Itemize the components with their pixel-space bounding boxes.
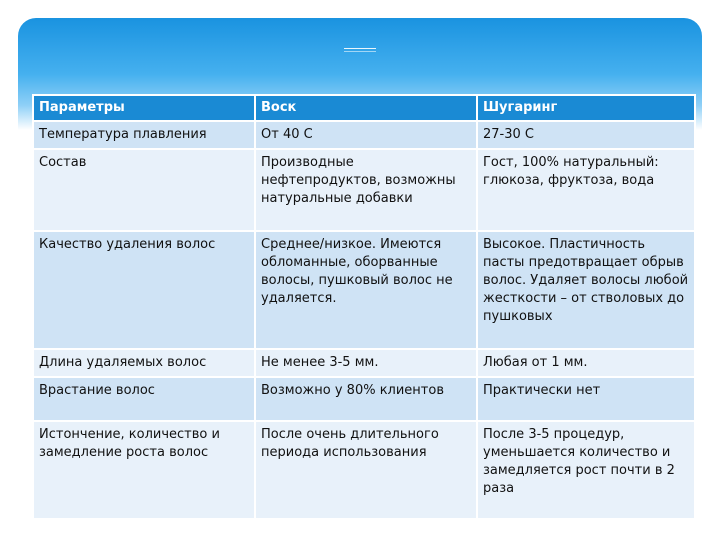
table-cell: Длина удаляемых волос <box>33 349 255 377</box>
header-wax: Воск <box>255 95 477 121</box>
table-row <box>33 121 695 149</box>
title-decoration <box>344 48 376 49</box>
comparison-table <box>32 94 696 520</box>
table-cell: После очень длительного периода использования <box>255 421 477 519</box>
table-cell: Высокое. Пластичность пасты предотвращает обрыв волос. Удаляет волосы любой жесткости – от стволовых до пушковых <box>477 231 695 349</box>
table-cell: Врастание волос <box>33 377 255 421</box>
table-cell: Производные нефтепродуктов, возможны натуральные добавки <box>255 149 477 231</box>
table-cell: Качество удаления волос <box>33 231 255 349</box>
header-parameters: Параметры <box>33 95 255 121</box>
table-cell: Истончение, количество и замедление роста волос <box>33 421 255 519</box>
table-cell: Гост, 100% натуральный: глюкоза, фруктоза, вода <box>477 149 695 231</box>
table-cell: Температура плавления <box>33 121 255 149</box>
table-cell: 27-30 С <box>477 121 695 149</box>
header-sugaring: Шугаринг <box>477 95 695 121</box>
table-cell: Среднее/низкое. Имеются обломанные, оборванные волосы, пушковый волос не удаляется. <box>255 231 477 349</box>
table-cell: Не менее 3-5 мм. <box>255 349 477 377</box>
table-cell: Любая от 1 мм. <box>477 349 695 377</box>
table-header-row <box>33 95 695 121</box>
table-cell: Практически нет <box>477 377 695 421</box>
table-row <box>33 377 695 421</box>
table-cell: Состав <box>33 149 255 231</box>
table-cell: От 40 С <box>255 121 477 149</box>
table-cell: После 3-5 процедур, уменьшается количество и замедляется рост почти в 2 раза <box>477 421 695 519</box>
table-row <box>33 231 695 349</box>
table-row <box>33 349 695 377</box>
table-row <box>33 421 695 519</box>
table-row <box>33 149 695 231</box>
table-cell: Возможно у 80% клиентов <box>255 377 477 421</box>
